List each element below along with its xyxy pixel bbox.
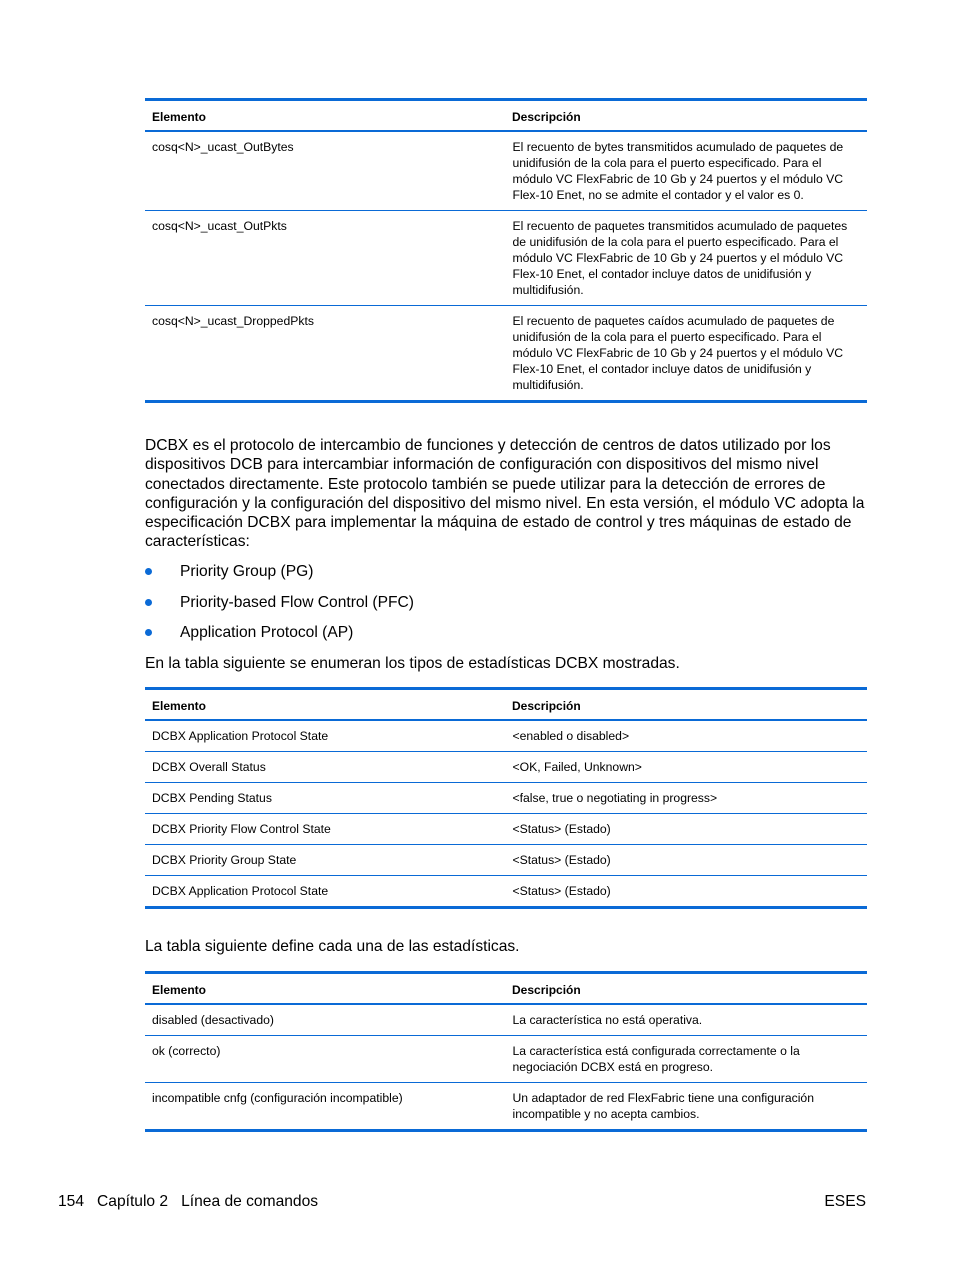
cell-item: cosq<N>_ucast_OutBytes [145,131,505,211]
column-header-elemento: Elemento [145,689,505,720]
cell-description: <Status> (Estado) [505,813,867,844]
table-row [145,844,867,875]
cell-item: DCBX Priority Group State [145,844,505,875]
table-row [145,782,867,813]
footer-page-chapter: 154 Capítulo 2 Línea de comandos [58,1193,319,1210]
table-row [145,875,867,907]
cell-item: cosq<N>_ucast_OutPkts [145,210,505,305]
cell-description: El recuento de paquetes caídos acumulado de paquetes de unidifusión de la cola para el puerto especificado. Para el módulo VC FlexFabric de 10 Gb y 24 puertos y el módulo VC Flex-10 Enet, el contador incluye datos de unidifusión y multidifusión. [505,305,867,401]
cell-description: El recuento de bytes transmitidos acumulado de paquetes de unidifusión de la cola para el puerto especificado. Para el módulo VC FlexFabric de 10 Gb y 24 puertos y el módulo VC Flex-10 Enet, no se admite el contador y el valor es 0. [505,131,867,211]
table-row [145,1004,867,1036]
footer-locale: ESES [824,1193,866,1210]
table2-intro: En la tabla siguiente se enumeran los tipos de estadísticas DCBX mostradas. [145,655,680,672]
intro-paragraph: DCBX es el protocolo de intercambio de funciones y detección de centros de datos utilizado por los dispositivos DCB para intercambiar información de configuración con dispositivos del mismo nivel conectados directamente. Este protocolo también se puede utilizar para la detección de errores de configuración y la configuración del dispositivo del mismo nivel. En esta versión, el módulo VC adopta la especificación DCBX para implementar la máquina de estado de control y tres máquinas de estado de características: [145,437,865,551]
column-header-descripcion: Descripción [505,100,867,131]
table3-intro: La tabla siguiente define cada una de las estadísticas. [145,938,520,955]
table-row [145,751,867,782]
table-row [145,813,867,844]
column-header-elemento: Elemento [145,973,505,1004]
cell-description: <Status> (Estado) [505,875,867,907]
table-row [145,720,867,752]
cell-description: <OK, Failed, Unknown> [505,751,867,782]
cell-item: DCBX Pending Status [145,782,505,813]
stats-table-cosq [145,98,867,403]
bullet-icon [145,568,152,575]
cell-item: incompatible cnfg (configuración incompatible) [152,1090,403,1105]
cell-description: <Status> (Estado) [505,844,867,875]
column-header-descripcion: Descripción [505,973,867,1004]
bullet-text: Priority-based Flow Control (PFC) [180,594,414,611]
table-header-row [145,973,867,1004]
cell-description: El recuento de paquetes transmitidos acumulado de paquetes de unidifusión de la cola para el puerto especificado. Para el módulo VC FlexFabric de 10 Gb y 24 puertos y el módulo VC Flex-10 Enet, el contador incluye datos de unidifusión y multidifusión. [505,210,867,305]
cell-item: ok (correcto) [145,1035,505,1082]
bullet-icon [145,629,152,636]
bullet-text: Priority Group (PG) [180,563,314,580]
cell-item: DCBX Application Protocol State [145,720,505,752]
cell-item: DCBX Overall Status [145,751,505,782]
cell-description: La característica está configurada correctamente o la negociación DCBX está en progreso. [505,1035,867,1082]
table-header-row [145,100,867,131]
column-header-descripcion: Descripción [505,689,867,720]
table-row [145,131,867,211]
cell-description: <enabled o disabled> [505,720,867,752]
cell-description: <false, true o negotiating in progress> [505,782,867,813]
stats-definitions-table [145,971,867,1132]
cell-description: La característica no está operativa. [505,1004,867,1036]
cell-item: DCBX Priority Flow Control State [145,813,505,844]
cell-item: disabled (desactivado) [145,1004,505,1036]
stats-table-dcbx [145,687,867,909]
cell-item: cosq<N>_ucast_DroppedPkts [152,313,314,328]
table-row [145,305,867,401]
column-header-elemento: Elemento [145,100,505,131]
bullet-text: Application Protocol (AP) [180,624,354,641]
bullet-icon [145,599,152,606]
table-row [145,1082,867,1130]
table-row [145,1035,867,1082]
cell-description: Un adaptador de red FlexFabric tiene una configuración incompatible y no acepta cambios. [505,1082,867,1130]
table-row [145,210,867,305]
cell-item: DCBX Application Protocol State [152,883,329,898]
table-header-row [145,689,867,720]
